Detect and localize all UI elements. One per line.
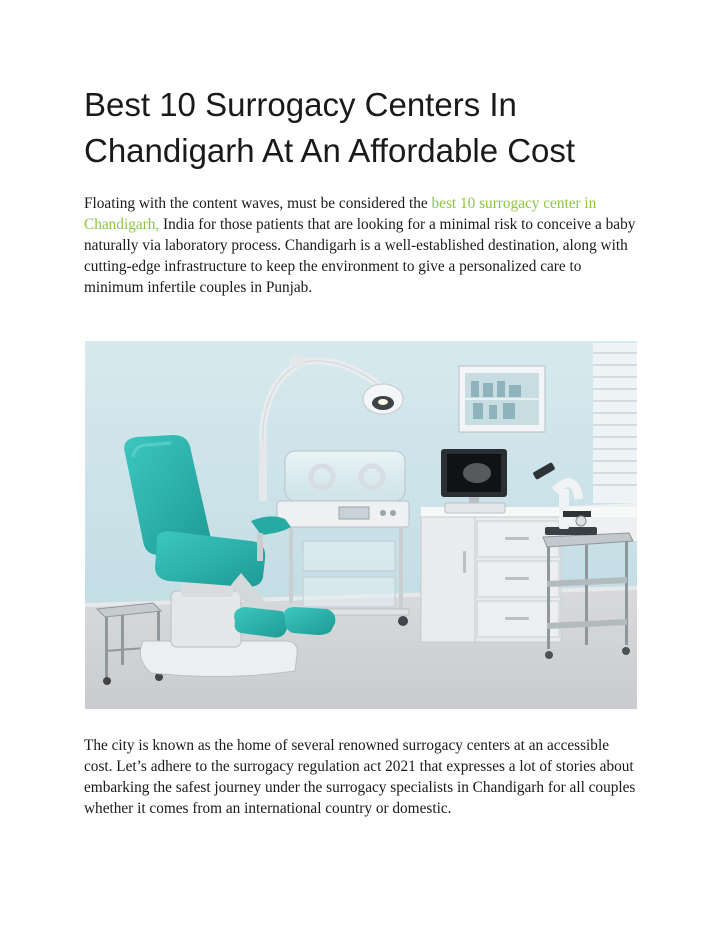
intro-text-end: India for those patients that are looking for a minimal risk to conceive a baby naturally via laboratory process. Chandigarh is a well-established destination, along with cutting-edge infrastructure to keep the environment to give a personalized care to minimum infertile couples in Punjab. [84,216,636,296]
clinic-room-photo [85,341,637,709]
intro-text-start: Floating with the content waves, must be considered the [84,195,432,212]
city-paragraph: The city is known as the home of several renowned surrogacy centers at an accessible cost. Let’s adhere to the surrogacy regulation act 2021 that expresses a lot of stories about embarking the safest journey under the surrogacy specialists in Chandigarh for all couples whether it comes from an international country or domestic. [84,737,636,817]
surrogacy-center-link[interactable]: best 10 surrogacy center in Chandigarh, [84,195,597,233]
intro-paragraph [84,193,636,298]
page-title: Best 10 Surrogacy Centers In Chandigarh At An Affordable Cost [84,86,576,169]
